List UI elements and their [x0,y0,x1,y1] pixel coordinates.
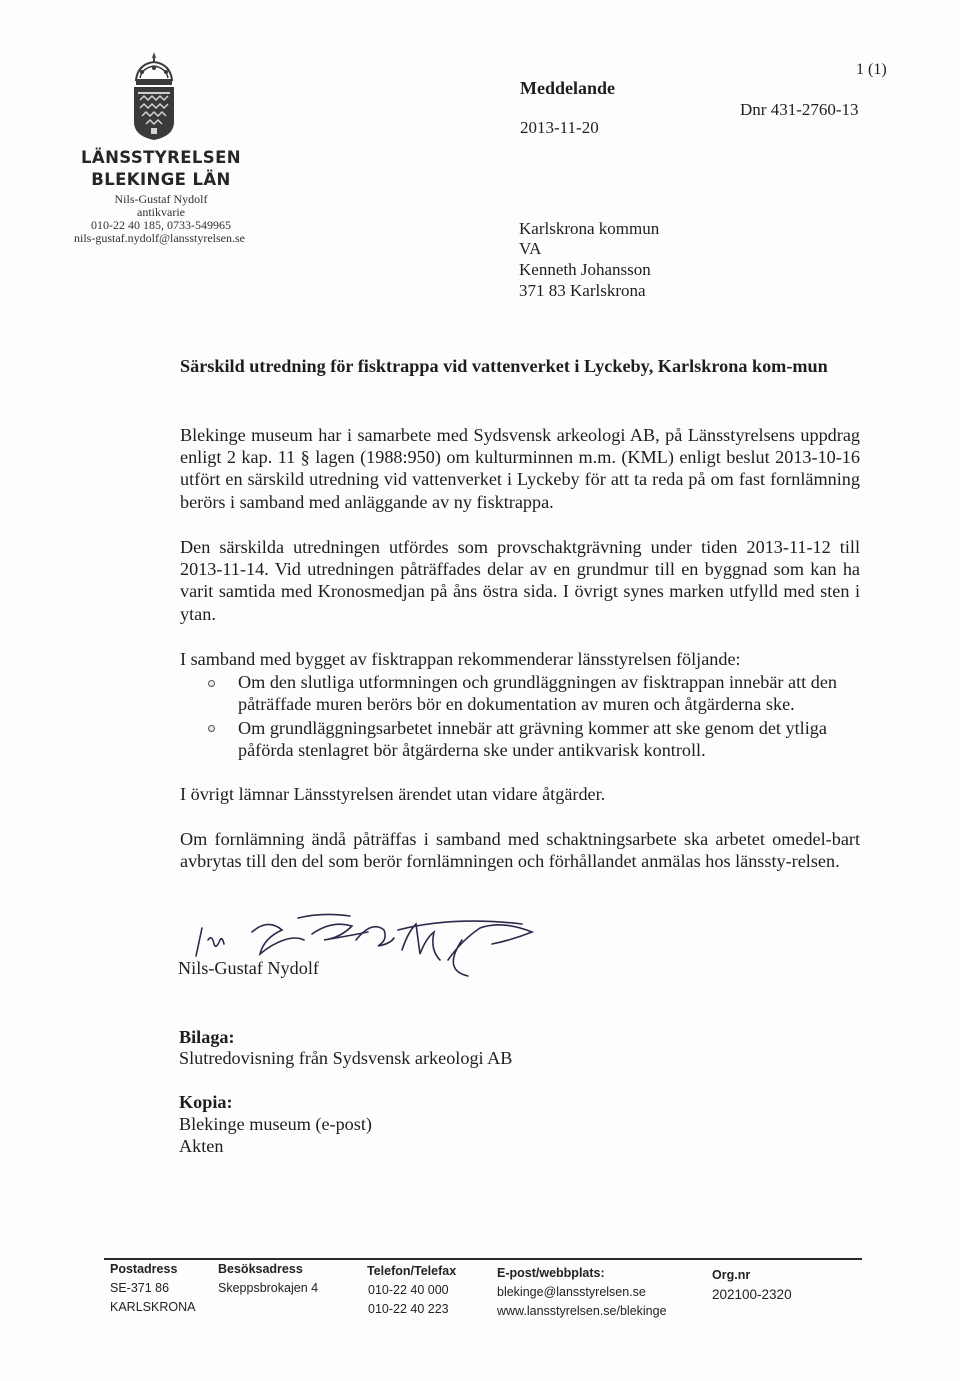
footer-email: blekinge@lansstyrelsen.se [497,1285,646,1299]
subject-heading: Särskild utredning för fisktrappa vid vattenverket i Lyckeby, Karlskrona kom-mun [180,356,828,376]
footer-email-label: E-post/webbplats: [497,1266,605,1280]
contact-title: antikvarie [137,205,185,219]
recipient-line-1: Karlskrona kommun [519,219,660,238]
attachment-value: Slutredovisning från Sydsvensk arkeologi AB [179,1048,513,1068]
footer-postal-label: Postadress [110,1262,178,1276]
bullet-icon [208,725,215,732]
footer-divider [104,1258,862,1260]
contact-name: Nils-Gustaf Nydolf [114,192,208,206]
footer-phone: 010-22 40 000 [368,1283,449,1297]
paragraph-closing: I övrigt lämnar Länsstyrelsen ärendet utan vidare åtgärder. [180,784,606,804]
document-type: Meddelande [520,78,616,98]
footer-orgnr: 202100-2320 [712,1287,792,1302]
copy-recipient-1: Blekinge museum (e-post) [179,1114,372,1134]
footer-orgnr-label: Org.nr [712,1268,751,1282]
organization-county: BLEKINGE LÄN [91,170,231,189]
signer-name: Nils-Gustaf Nydolf [178,958,319,978]
footer-phone-label: Telefon/Telefax [367,1264,457,1278]
contact-email: nils-gustaf.nydolf@lansstyrelsen.se [73,231,246,245]
paragraph-1: Blekinge museum har i samarbete med Sydsvensk arkeologi AB, på Länsstyrelsens uppdrag enligt 2 kap. 11 § lagen (1988:950) om kulturminnen m.m. (KML) enligt beslut 2013-10-16 utfört en särskild utredning vid vattenverket i Lyckeby för att ta reda på om fast fornlämning berörs i samband med anläggande av ny fisktrappa. [180,425,860,512]
recommendation-item-2: Om grundläggningsarbetet innebär att grävning kommer att ske genom det ytliga påförda stenlagret bör åtgärderna ske under antikvarisk kontroll. [238,718,827,761]
page-number: 1 (1) [856,61,887,78]
coat-of-arms-icon [128,50,180,142]
diary-number: Dnr 431-2760-13 [740,100,859,119]
footer-fax: 010-22 40 223 [368,1302,449,1316]
attachment-label: Bilaga: [179,1027,235,1047]
recommendation-intro: I samband med bygget av fisktrappan rekommenderar länsstyrelsen följande: [180,649,741,669]
bullet-icon [208,680,215,687]
footer-postal-code: SE-371 86 [110,1281,170,1295]
recipient-line-3: Kenneth Johansson [519,260,651,279]
paragraph-2: Den särskilda utredningen utfördes som provschaktgrävning under tiden 2013-11-12 till 2013-11-14. Vid utredningen påträffades delar av en grundmur till en byggnad som kan ha varit samtida med Kronosmedjan på åns östra sida. I övrigt synes marken utfylld med sten i ytan. [180,537,860,624]
copy-recipient-2: Akten [179,1136,224,1156]
recipient-line-2: VA [519,239,542,258]
recipient-line-4: 371 83 Karlskrona [519,281,646,300]
footer-visit-label: Besöksadress [218,1262,303,1276]
footer-visit-address: Skeppsbrokajen 4 [218,1281,319,1295]
recommendation-item-1: Om den slutliga utformningen och grundläggningen av fisktrappan innebär att den påträffade muren berörs bör en dokumentation av muren och åtgärderna ske. [238,672,838,715]
organization-name: LÄNSSTYRELSEN [81,148,241,167]
paragraph-notice: Om fornlämning ändå påträffas i samband med schaktningsarbete ska arbetet omedel-bart avbrytas till den del som berör fornlämningen och förhållandet anmälas hos länssty-relsen. [180,829,860,872]
copy-label: Kopia: [179,1092,233,1112]
document-date: 2013-11-20 [520,118,599,137]
footer-website: www.lansstyrelsen.se/blekinge [497,1304,667,1318]
contact-phone: 010-22 40 185, 0733-549965 [91,218,231,232]
footer-postal-city: KARLSKRONA [110,1300,196,1314]
